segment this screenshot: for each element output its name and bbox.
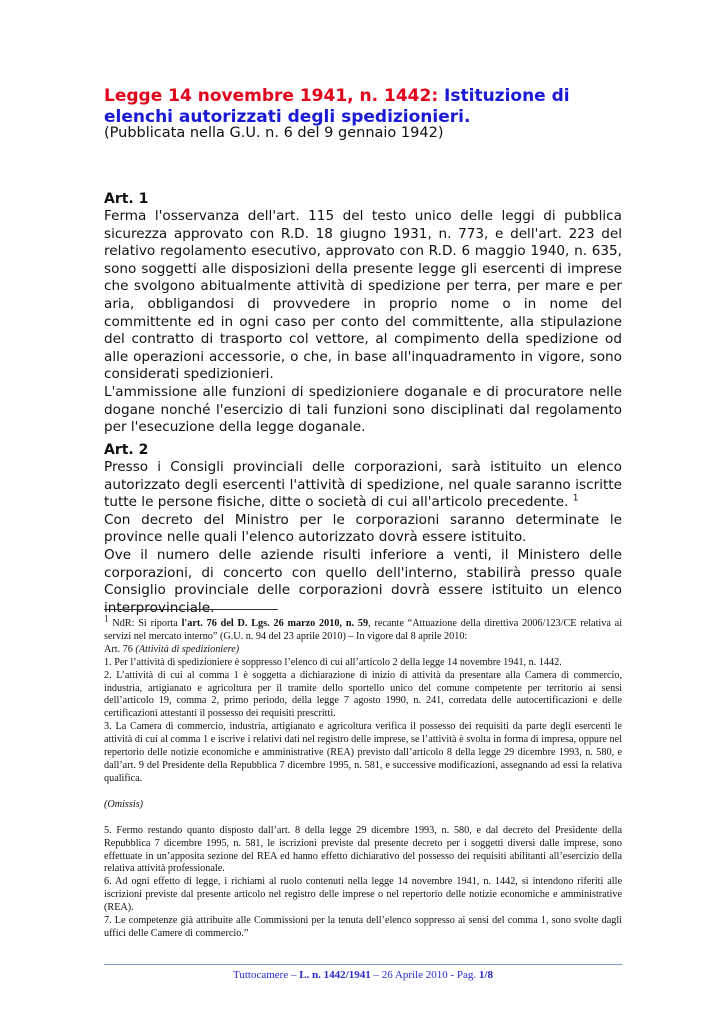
footer-law: L. n. 1442/1941 [299,969,371,981]
footer-site: Tuttocamere [233,969,289,981]
article-1-heading: Art. 1 [104,191,149,207]
footnote-reference[interactable]: 1 [572,493,579,504]
footnote-spacer [104,786,622,799]
footnote-article-number: Art. 76 [104,643,133,655]
article-1-paragraph-2: L'ammissione alle funzioni di spedizioniere doganale e di procuratore nelle dogane nonché l'esercizio di tali funzioni sono disciplinati dal regolamento per l'esecuzione della legge doganale. [104,383,622,436]
article-2-paragraph-1-text: Presso i Consigli provinciali delle corporazioni, sarà istituito un elenco autorizzato degli esercenti l'attività di spedizione, nel quale saranno iscritte tutte le persone fisiche, ditte o società di cui all'articolo precedente. [104,459,622,511]
article-2-paragraph-3: Ove il numero delle aziende risulti inferiore a venti, il Ministero delle corporazioni, di concerto con quello dell'interno, stabilirà presso quale Consiglio provinciale delle corporazioni dovrà essere istituito un elenco interprovinciale. [104,546,622,616]
footnote-decree-reference: l'art. 76 del D. Lgs. 26 marzo 2010, n. 59 [181,618,369,629]
article-2-paragraph-2: Con decreto del Ministro per le corporazioni saranno determinate le province nelle quali l'elenco autorizzato dovrà essere istituito. [104,511,622,546]
law-title-subject: Istituzione di elenchi autorizzati degli spedizionieri. [104,86,570,127]
article-2 [104,441,622,617]
footnote-spacer [104,812,622,825]
footnote-intro-text: NdR: Si riporta [112,618,178,629]
footnote-article-label [104,644,622,657]
footnote-article-title: (Attività di spedizioniere) [135,643,240,655]
footer-date: – 26 Aprile 2010 - Pag. [373,969,477,981]
footnote-divider [104,609,278,610]
footnote-intro [104,613,623,644]
footer-dash: – [290,969,297,981]
article-1-paragraph-1: Ferma l'osservanza dell'art. 115 del testo unico delle leggi di pubblica sicurezza approvato con R.D. 18 giugno 1931, n. 773, e dell'art. 223 del relativo regolamento esecutivo, approvato con R.D. 6 maggio 1940, n. 635, sono soggetti alle disposizioni della presente legge gli esercenti di imprese che svolgono abitualmente attività di spedizione per terra, per mare e per aria, obbligandosi di provvedere in proprio nome o in nome del committente ed in ogni caso per conto del committente, alla stipulazione del contratto di trasporto col vettore, al compimento della spedizione od alle operazioni accessorie, o che, in base all'inquadramento in vigore, sono considerati spedizionieri. [104,208,622,383]
footnote-comma-6: 6. Ad ogni effetto di legge, i richiami al ruolo contenuti nella legge 14 novembre 1941, n. 1442, si intendono riferiti alle iscrizioni previste dal presente articolo nel registro delle imprese o nel repertorio delle notizie economiche e amministrative (REA). [104,876,622,914]
footnote-comma-3: 3. La Camera di commercio, industria, artigianato e agricoltura verifica il possesso dei requisiti da parte degli esercenti le attività di cui al comma 1 e iscrive i relativi dati nel registro delle imprese, se l’attività è svolta in forma di impresa, oppure nel repertorio delle notizie economiche e amministrative (REA) previsto dall’articolo 8 della legge 29 dicembre 1993, n. 580, e dall’art. 9 del Presidente della Repubblica 7 dicembre 1995, n. 581, e successive modificazioni, assegnando ad essi la relativa qualifica. [104,721,622,784]
footer-page-number: 1/8 [478,969,493,981]
footnote-omissis [104,799,622,812]
footnote-comma-2: 2. L’attività di cui al comma 1 è soggetta a dichiarazione di inizio di attività da presentare alla Camera di commercio, industria, artigianato e agricoltura per il tramite dello sportello unico del comune competente per territorio ai sensi dell’articolo 19, comma 2, primo periodo, della legge 7 agosto 1990, n. 241, corredata delle autocertificazioni e delle certificazioni attestanti il possesso dei requisiti prescritti. [104,669,622,720]
footnote-omissis-text: (Omissis) [104,798,144,810]
page-footer [104,969,622,981]
law-title-reference: Legge 14 novembre 1941, n. 1442: [104,86,439,106]
footnote [104,613,623,941]
footnote-comma-1: 1. Per l’attività di spedizioniere è soppresso l’elenco di cui all’articolo 2 della legge 14 novembre 1941, n. 1442. [104,656,562,668]
law-title [104,86,624,128]
footnote-comma-5: 5. Fermo restando quanto disposto dall’art. 8 della legge 29 dicembre 1993, n. 580, e dal decreto del Presidente della Repubblica 7 dicembre 1995, n. 581, le iscrizioni previste dal presente decreto per i soggetti diversi dalle imprese, sono effettuate in un’apposita sezione del REA ed hanno effetto dichiarativo del possesso dei requisiti abilitanti all’esercizio della relativa attività professionale. [104,824,622,875]
footnote-intro-rest: , recante “Attuazione della direttiva 2006/123/CE relativa ai servizi nel mercato interno” (G.U. n. 94 del 23 aprile 2010) – In vigore dal 8 aprile 2010: [104,618,623,642]
publication-note: (Pubblicata nella G.U. n. 6 del 9 gennaio 1942) [104,125,444,141]
article-2-paragraph-1 [104,459,622,512]
footer-divider [104,964,622,965]
article-2-heading: Art. 2 [104,442,149,458]
article-1 [104,190,622,437]
footnote-comma-7: 7. Le competenze già attribuite alle Commissioni per la tenuta dell’elenco soppresso ai sensi del comma 1, sono svolte dagli uffici delle Camere di commercio.” [104,915,622,939]
footnote-number: 1 [104,613,109,624]
